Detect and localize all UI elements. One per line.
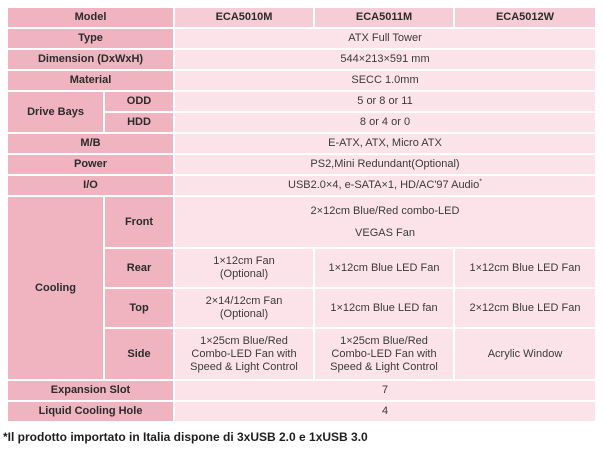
side-value-line: Speed & Light Control xyxy=(190,360,298,373)
spec-table xyxy=(6,6,597,423)
power-row xyxy=(8,155,595,174)
top-label: Top xyxy=(105,289,173,327)
mb-value: E-ATX, ATX, Micro ATX xyxy=(175,134,595,153)
side-value-line: 1×25cm Blue/Red xyxy=(200,334,288,347)
top-value-eca5011m: 1×12cm Blue LED fan xyxy=(315,289,453,327)
type-row xyxy=(8,29,595,48)
top-value-line: 2×14/12cm Fan xyxy=(205,295,283,307)
io-label: I/O xyxy=(8,176,173,195)
power-value: PS2,Mini Redundant(Optional) xyxy=(175,155,595,174)
rear-value-eca5010m xyxy=(175,249,313,287)
io-value-cell xyxy=(175,176,595,195)
side-value-eca5010m xyxy=(175,329,313,379)
side-label: Side xyxy=(105,329,173,379)
cooling-label: Cooling xyxy=(8,197,103,379)
model-eca5012w: ECA5012W xyxy=(455,8,595,27)
rear-value-line: 1×12cm Fan xyxy=(213,255,275,267)
front-label: Front xyxy=(105,197,173,247)
model-eca5010m: ECA5010M xyxy=(175,8,313,27)
cooling-front-row xyxy=(8,197,595,247)
front-value-line2: VEGAS Fan xyxy=(355,226,415,239)
liquid-cooling-hole-label: Liquid Cooling Hole xyxy=(8,402,173,421)
side-value-line: 1×25cm Blue/Red xyxy=(340,334,428,347)
model-label: Model xyxy=(8,8,173,27)
type-label: Type xyxy=(8,29,173,48)
material-label: Material xyxy=(8,71,173,90)
io-value: USB2.0×4, e-SATA×1, HD/AC'97 Audio xyxy=(288,179,480,191)
dimension-row xyxy=(8,50,595,69)
material-value: SECC 1.0mm xyxy=(175,71,595,90)
rear-value-eca5012w: 1×12cm Blue LED Fan xyxy=(455,249,595,287)
model-row xyxy=(8,8,595,27)
dimension-label: Dimension (DxWxH) xyxy=(8,50,173,69)
side-value-eca5012w: Acrylic Window xyxy=(455,329,595,379)
side-value-eca5011m xyxy=(315,329,453,379)
hdd-label: HDD xyxy=(105,113,173,132)
mb-label: M/B xyxy=(8,134,173,153)
rear-value-eca5011m: 1×12cm Blue LED Fan xyxy=(315,249,453,287)
type-value: ATX Full Tower xyxy=(175,29,595,48)
side-value-line: Combo-LED Fan with xyxy=(191,347,297,360)
expansion-slot-value: 7 xyxy=(175,381,595,400)
top-value-eca5012w: 2×12cm Blue LED Fan xyxy=(455,289,595,327)
odd-label: ODD xyxy=(105,92,173,111)
drive-bays-odd-row xyxy=(8,92,595,111)
liquid-cooling-hole-row xyxy=(8,402,595,421)
top-value-eca5010m xyxy=(175,289,313,327)
material-row xyxy=(8,71,595,90)
power-label: Power xyxy=(8,155,173,174)
liquid-cooling-hole-value: 4 xyxy=(175,402,595,421)
side-value-line: Speed & Light Control xyxy=(330,360,438,373)
front-value xyxy=(175,197,595,247)
mb-row xyxy=(8,134,595,153)
rear-value-line: (Optional) xyxy=(219,268,269,280)
dimension-value: 544×213×591 mm xyxy=(175,50,595,69)
expansion-slot-row xyxy=(8,381,595,400)
io-footnote-marker: * xyxy=(479,178,482,186)
drive-bays-label: Drive Bays xyxy=(8,92,103,132)
model-eca5011m: ECA5011M xyxy=(315,8,453,27)
rear-label: Rear xyxy=(105,249,173,287)
expansion-slot-label: Expansion Slot xyxy=(8,381,173,400)
io-row xyxy=(8,176,595,195)
hdd-value: 8 or 4 or 0 xyxy=(175,113,595,132)
side-value-line: Combo-LED Fan with xyxy=(331,347,437,360)
front-value-line1: 2×12cm Blue/Red combo-LED xyxy=(310,204,460,217)
odd-value: 5 or 8 or 11 xyxy=(175,92,595,111)
top-value-line: (Optional) xyxy=(219,308,269,320)
footnote: *Il prodotto importato in Italia dispone di 3xUSB 2.0 e 1xUSB 3.0 xyxy=(3,430,368,444)
